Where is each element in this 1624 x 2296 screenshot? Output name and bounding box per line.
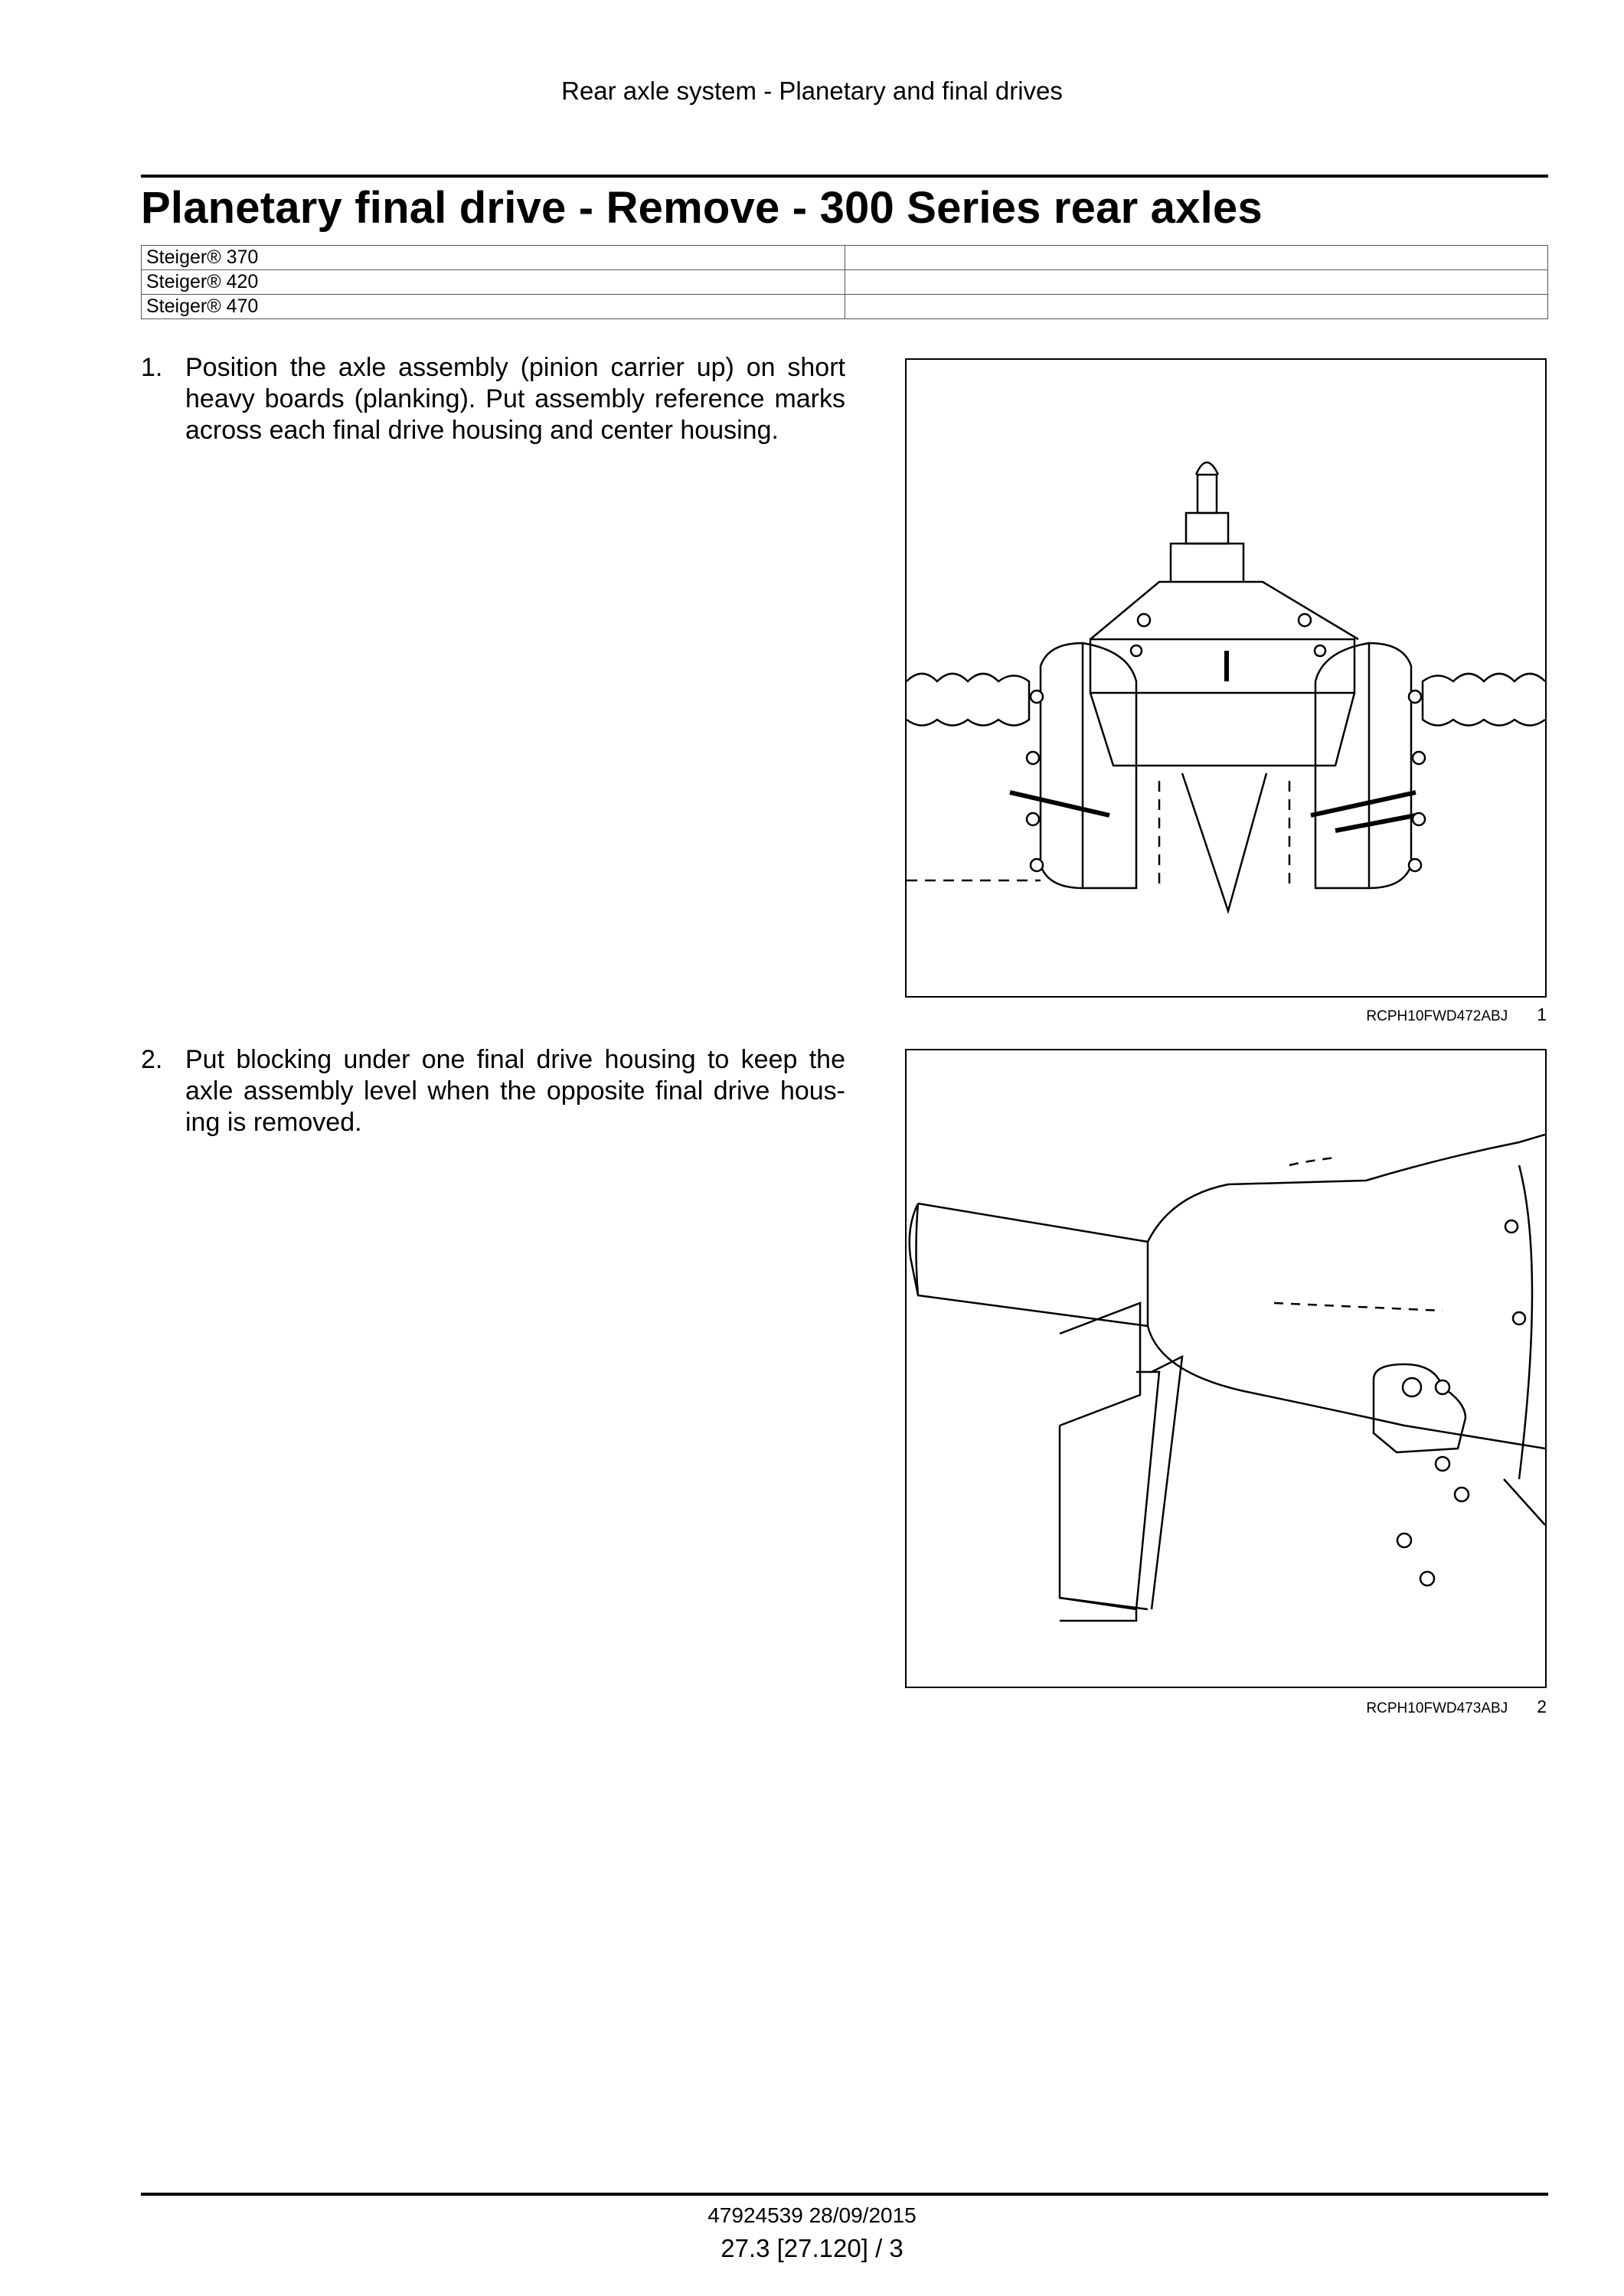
table-row <box>142 246 1548 270</box>
figure-number: 1 <box>1537 1004 1547 1024</box>
figure-caption-1 <box>1366 1004 1547 1025</box>
running-header: Rear axle system - Planetary and final drives <box>561 77 1063 105</box>
model-cell: Steiger® 470 <box>142 295 845 319</box>
figure-code: RCPH10FWD472ABJ <box>1366 1008 1508 1024</box>
figure-1 <box>905 358 1547 998</box>
footer-rule <box>141 2193 1548 2196</box>
step-text: Position the axle assembly (pinion carrier up) on short heavy boards (planking). Put assembly reference marks across each final drive housing and center housing. <box>185 353 845 445</box>
figure-code: RCPH10FWD473ABJ <box>1366 1700 1508 1716</box>
model-table <box>141 245 1548 319</box>
step-number: 1. <box>141 353 163 382</box>
header-rule <box>141 175 1548 178</box>
figure-number: 2 <box>1537 1697 1547 1716</box>
empty-cell <box>845 270 1548 295</box>
step-number: 2. <box>141 1045 163 1074</box>
empty-cell <box>845 295 1548 319</box>
figure-caption-2 <box>1366 1697 1547 1717</box>
document-number: 47924539 28/09/2015 <box>707 2203 917 2227</box>
empty-cell <box>845 246 1548 270</box>
axle-assembly-illustration-icon <box>907 360 1545 996</box>
page-number: 27.3 [27.120] / 3 <box>721 2234 903 2262</box>
final-drive-blocking-illustration-icon <box>907 1050 1545 1687</box>
table-row <box>142 295 1548 319</box>
model-cell: Steiger® 420 <box>142 270 845 295</box>
model-cell: Steiger® 370 <box>142 246 845 270</box>
step-text: Put blocking under one final drive housing to keep the axle assembly level when the opposite final drive hous-ing is removed. <box>185 1045 845 1137</box>
page-title: Planetary final drive - Remove - 300 Series rear axles <box>141 183 1263 233</box>
figure-2 <box>905 1049 1547 1688</box>
table-row <box>142 270 1548 295</box>
